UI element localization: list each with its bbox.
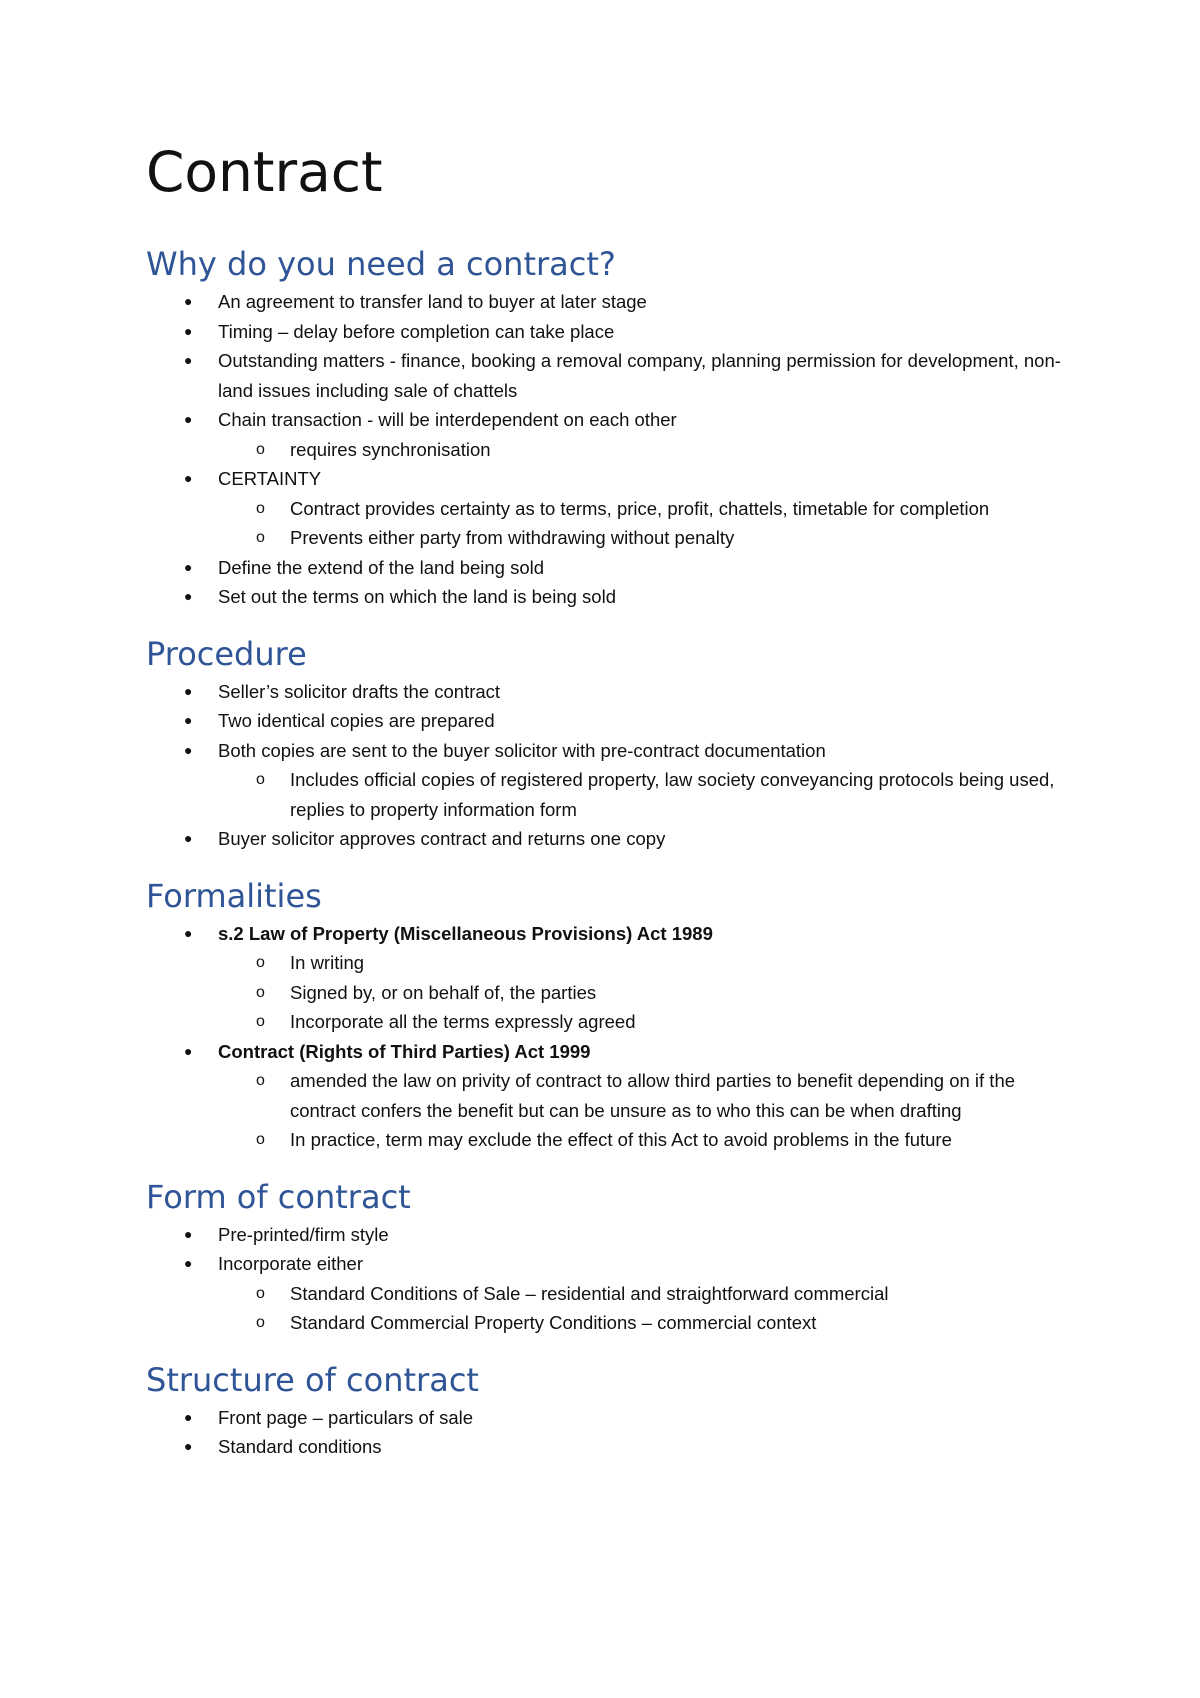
sub-list-item — [218, 1308, 1066, 1338]
section-form-of-contract — [146, 1177, 1066, 1338]
sub-list-item — [218, 1279, 1066, 1309]
section-heading: Why do you need a contract? — [146, 245, 616, 283]
list-item — [146, 1403, 1066, 1433]
sub-list-item — [218, 494, 1066, 524]
list-item — [146, 287, 1066, 317]
bullet-icon: ● — [184, 1042, 193, 1059]
list-item-text: Standard conditions — [218, 1436, 382, 1457]
sub-list-item — [218, 1066, 1066, 1125]
list-item-text: Pre-printed/firm style — [218, 1223, 389, 1245]
sub-bullet-icon: o — [256, 529, 265, 546]
bullet-icon: ● — [184, 741, 193, 758]
sub-list-item-text: Prevents either party from withdrawing without penalty — [290, 527, 735, 548]
sub-list-item-text: Includes official copies of registered property, law society conveyancing protocols being used, replies to property information form — [290, 769, 1055, 820]
statute-title: Contract (Rights of Third Parties) Act 1999 — [218, 1040, 591, 1062]
sub-bullet-icon: o — [256, 1131, 265, 1148]
sub-list-item — [218, 435, 1066, 465]
sub-list-item — [218, 765, 1066, 824]
sub-list-item-text: Contract provides certainty as to terms, price, profit, chattels, timetable for completion — [290, 497, 990, 519]
sub-bullet-icon: o — [256, 499, 265, 517]
list-item-text: An agreement to transfer land to buyer at later stage — [218, 291, 647, 312]
bullet-icon: ● — [184, 1225, 193, 1242]
bullet-icon: ● — [184, 411, 193, 427]
sub-bullet-icon: o — [256, 771, 265, 788]
section-structure-of-contract — [146, 1360, 1066, 1462]
sub-bullet-icon: o — [256, 440, 265, 458]
list-item — [146, 553, 1066, 583]
sub-list-item — [218, 948, 1066, 978]
sub-list — [218, 948, 1066, 1037]
section-heading: Formalities — [146, 876, 322, 915]
sub-list — [218, 765, 1066, 824]
bullet-list — [146, 1220, 1066, 1338]
section-heading: Form of contract — [146, 1177, 411, 1216]
section-formalities — [146, 876, 1066, 1155]
list-item — [146, 405, 1066, 464]
bullet-icon: ● — [184, 924, 193, 941]
sub-bullet-icon: o — [256, 954, 265, 971]
list-item-text: Set out the terms on which the land is being sold — [218, 586, 616, 607]
bullet-icon: ● — [184, 712, 193, 728]
bullet-icon: ● — [184, 588, 193, 604]
sub-list-item-text: requires synchronisation — [290, 438, 491, 460]
list-item — [146, 582, 1066, 612]
list-item — [146, 1037, 1066, 1155]
list-item-text: Outstanding matters - finance, booking a removal company, planning permission for development, non-land issues including sale of chattels — [218, 350, 1061, 401]
list-item-text: Seller’s solicitor drafts the contract — [218, 680, 501, 702]
list-item-text: Two identical copies are prepared — [218, 710, 495, 731]
sub-list-item-text: amended the law on privity of contract to allow third parties to benefit depending on if the contract confers the benefit but can be unsure as to who this can be when drafting — [290, 1070, 1016, 1121]
sub-list-item-text: Standard Commercial Property Conditions – commercial context — [290, 1312, 817, 1333]
statute-title: s.2 Law of Property (Miscellaneous Provisions) Act 1989 — [218, 922, 713, 944]
list-item — [146, 1220, 1066, 1250]
list-item — [146, 464, 1066, 553]
section-heading: Structure of contract — [146, 1360, 479, 1399]
sub-bullet-icon: o — [256, 1072, 265, 1089]
list-item — [146, 706, 1066, 736]
sub-list-item — [218, 978, 1066, 1008]
list-item-text: CERTAINTY — [218, 468, 322, 489]
sub-bullet-icon: o — [256, 1013, 265, 1030]
sub-bullet-icon: o — [256, 983, 265, 1001]
list-item-text: Buyer solicitor approves contract and returns one copy — [218, 828, 666, 849]
list-item — [146, 1249, 1066, 1338]
section-procedure — [146, 634, 1066, 854]
bullet-icon: ● — [184, 1408, 193, 1425]
sub-list-item — [218, 523, 1066, 553]
sub-list — [218, 1279, 1066, 1338]
list-item-text: Both copies are sent to the buyer solicitor with pre-contract documentation — [218, 739, 826, 761]
list-item — [146, 346, 1066, 405]
list-item — [146, 736, 1066, 825]
bullet-icon: ● — [184, 470, 193, 486]
sub-list — [218, 1066, 1066, 1155]
list-item — [146, 317, 1066, 347]
list-item — [146, 919, 1066, 1037]
sub-list-item-text: Signed by, or on behalf of, the parties — [290, 981, 597, 1003]
bullet-list — [146, 919, 1066, 1155]
sub-bullet-icon: o — [256, 1284, 265, 1302]
bullet-icon: ● — [184, 352, 193, 368]
list-item-text: Incorporate either — [218, 1253, 364, 1274]
sub-list — [218, 435, 1066, 465]
section-why-contract — [146, 244, 1066, 612]
bullet-list — [146, 287, 1066, 612]
list-item-text: Timing – delay before completion can take place — [218, 320, 615, 342]
sub-list — [218, 494, 1066, 553]
bullet-list — [146, 1403, 1066, 1462]
document-title: Contract — [146, 140, 383, 204]
bullet-list — [146, 677, 1066, 854]
bullet-icon: ● — [184, 293, 193, 309]
bullet-icon: ● — [184, 1438, 193, 1454]
list-item-text: Define the extend of the land being sold — [218, 556, 545, 578]
sub-list-item — [218, 1125, 1066, 1155]
sub-list-item-text: Incorporate all the terms expressly agreed — [290, 1011, 636, 1032]
bullet-icon: ● — [184, 682, 193, 699]
sub-list-item — [218, 1007, 1066, 1037]
document-page — [146, 140, 1066, 1484]
list-item — [146, 1432, 1066, 1462]
bullet-icon: ● — [184, 558, 193, 575]
list-item-text: Chain transaction - will be interdependent on each other — [218, 409, 677, 430]
section-heading: Procedure — [146, 634, 307, 673]
list-item — [146, 677, 1066, 707]
bullet-icon: ● — [184, 830, 193, 846]
sub-bullet-icon: o — [256, 1314, 265, 1331]
list-item-text: Front page – particulars of sale — [218, 1406, 474, 1428]
sub-list-item-text: Standard Conditions of Sale – residential and straightforward commercial — [290, 1282, 889, 1304]
bullet-icon: ● — [184, 322, 193, 339]
list-item — [146, 824, 1066, 854]
sub-list-item-text: In writing — [290, 952, 365, 973]
bullet-icon: ● — [184, 1255, 193, 1271]
sub-list-item-text: In practice, term may exclude the effect of this Act to avoid problems in the future — [290, 1129, 952, 1150]
